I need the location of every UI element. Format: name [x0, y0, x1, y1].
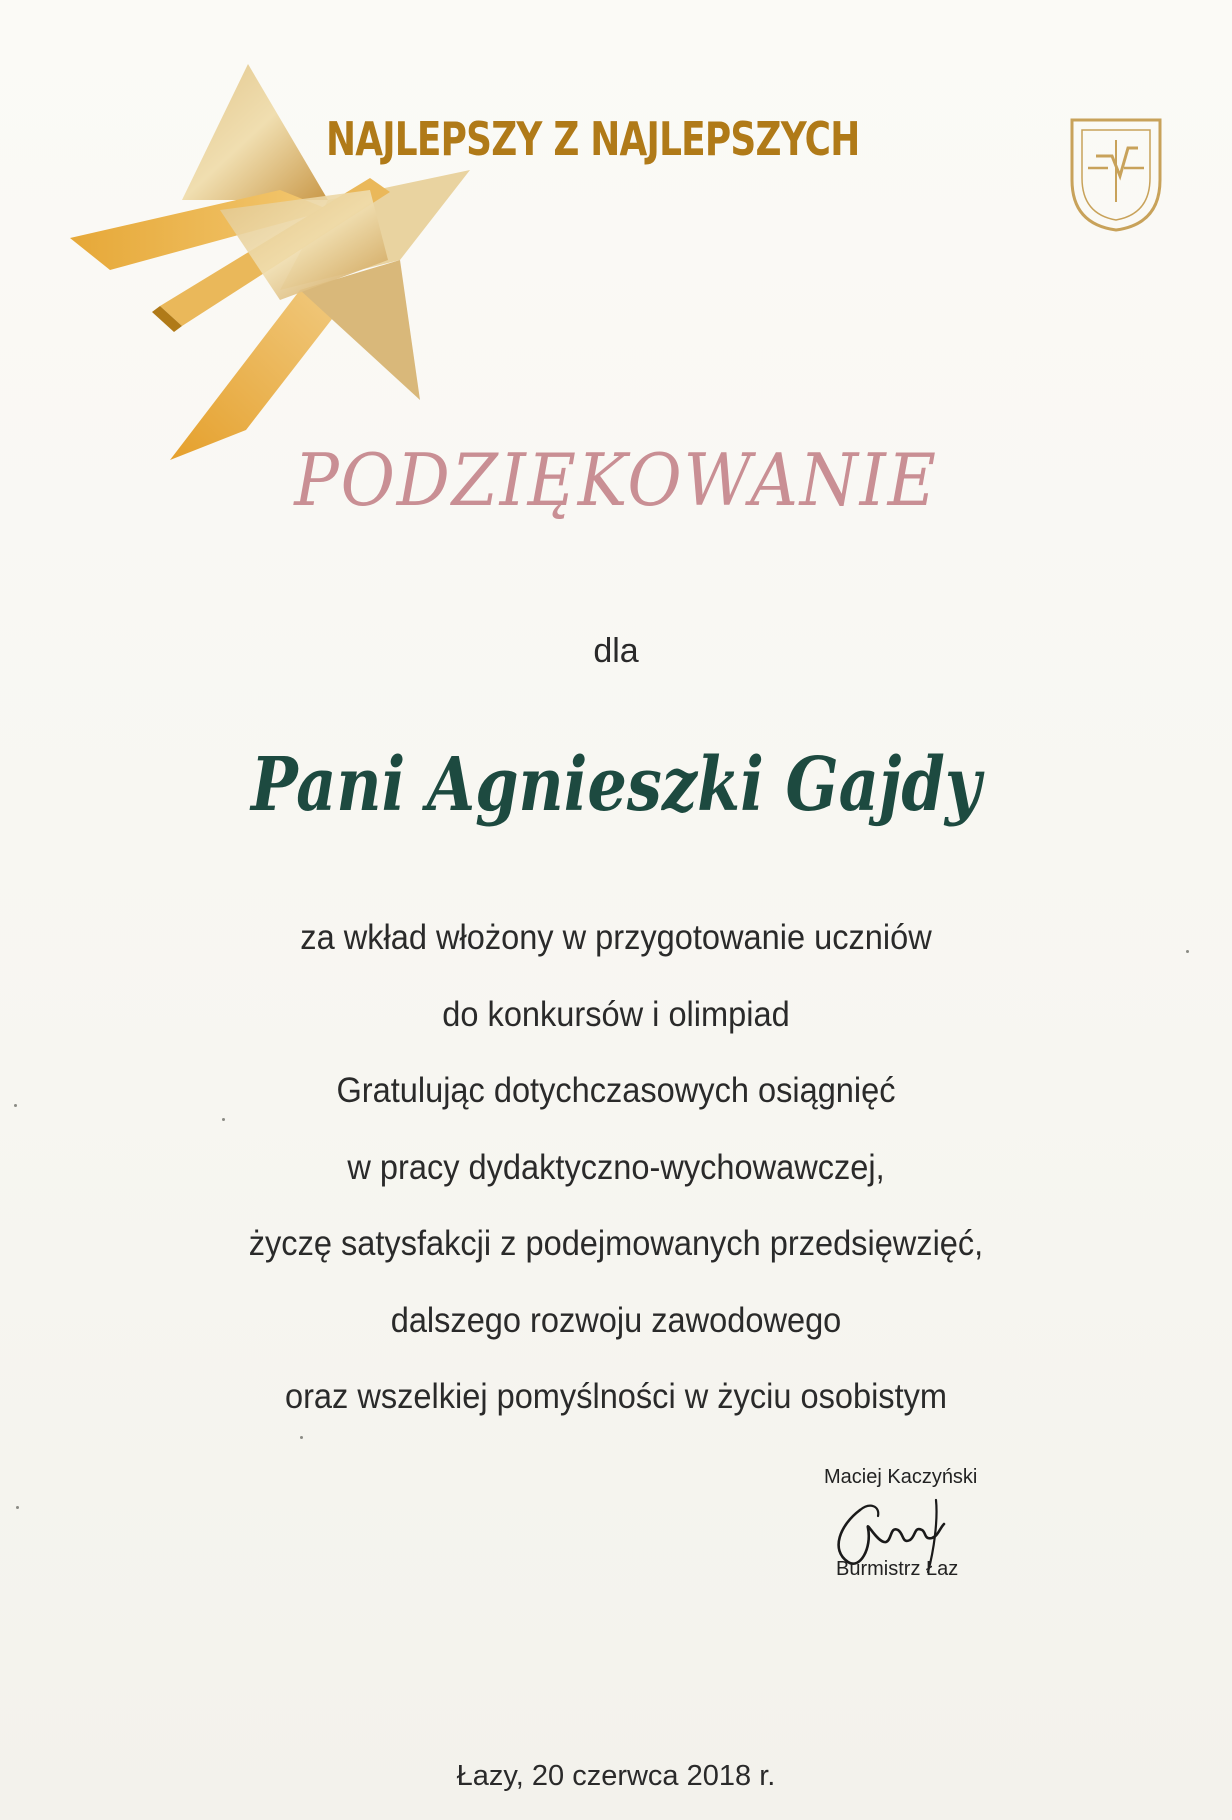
- lazy-town-crest-icon: [1068, 116, 1164, 234]
- certificate-heading: PODZIĘKOWANIE: [294, 438, 938, 522]
- paper-speck: [300, 1436, 303, 1439]
- signer-title: Burmistrz Łaz: [836, 1558, 959, 1580]
- paper-speck: [16, 1506, 19, 1509]
- program-title: NAJLEPSZY Z NAJLEPSZYCH: [326, 112, 860, 166]
- paper-speck: [222, 1118, 225, 1121]
- body-line: dalszego rozwoju zawodowego: [390, 1300, 842, 1340]
- issue-date: Łazy, 20 czerwca 2018 r.: [456, 1760, 776, 1792]
- body-line: Gratulując dotychczasowych osiągnięć: [336, 1071, 896, 1110]
- body-line: do konkursów i olimpiad: [442, 994, 790, 1034]
- body-line: za wkład włożony w przygotowanie uczniów: [300, 918, 932, 957]
- body-line: w pracy dydaktyczno-wychowawczej,: [347, 1147, 885, 1187]
- body-line: oraz wszelkiej pomyślności w życiu osobistym: [284, 1377, 948, 1416]
- recipient-name: Pani Agnieszki Gajdy: [251, 742, 981, 828]
- for-label: dla: [593, 632, 639, 670]
- signature-block: [800, 1466, 1000, 1596]
- signer-name: Maciej Kaczyński: [824, 1466, 978, 1488]
- paper-speck: [14, 1104, 17, 1107]
- body-line: życzę satysfakcji z podejmowanych przedsięwzięć,: [248, 1224, 984, 1263]
- paper-speck: [1186, 950, 1189, 953]
- certificate-body: [0, 900, 1232, 1436]
